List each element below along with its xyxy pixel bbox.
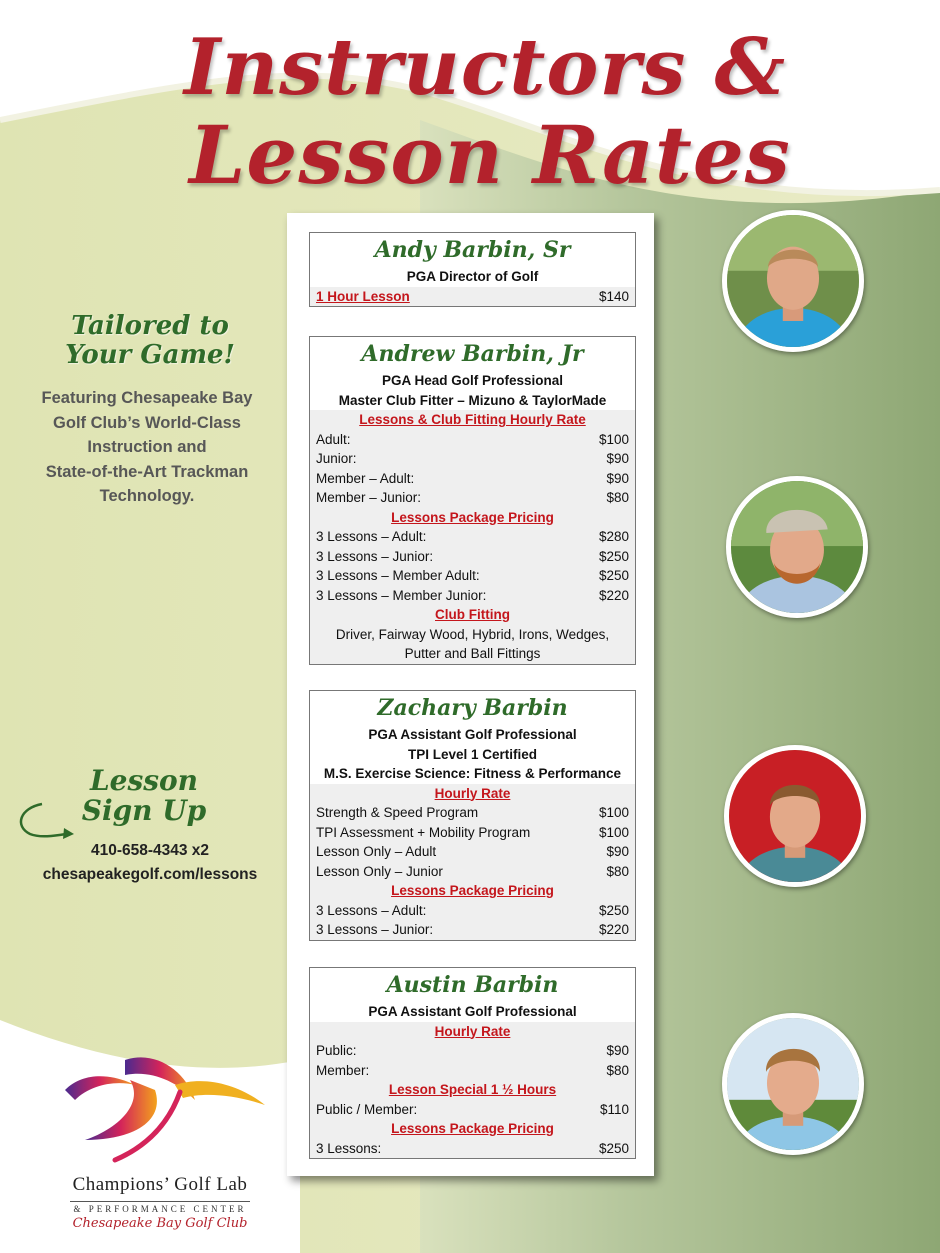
tagline-line-2: Your Game! bbox=[65, 340, 235, 370]
rate-row bbox=[310, 1061, 635, 1081]
rate-row bbox=[310, 586, 635, 606]
section-heading: Lesson Special 1 ½ Hours bbox=[310, 1080, 635, 1100]
rate-label: 3 Lessons – Junior: bbox=[316, 922, 434, 937]
rate-row bbox=[310, 823, 635, 843]
tagline bbox=[30, 312, 270, 370]
person-photo-icon bbox=[729, 750, 861, 882]
rate-row bbox=[310, 1100, 635, 1120]
signup-line-1: Lesson bbox=[89, 764, 199, 797]
rate-price: $90 bbox=[606, 470, 629, 486]
instructor-name: Zachary Barbin bbox=[377, 695, 568, 721]
portrait-andrew-barbin-jr bbox=[726, 476, 868, 618]
rate-label: Member – Junior: bbox=[316, 490, 422, 505]
section-heading: Lessons Package Pricing bbox=[310, 1119, 635, 1139]
instructor-name: Andrew Barbin, Jr bbox=[361, 341, 584, 367]
rate-price: $100 bbox=[598, 805, 629, 820]
rate-row bbox=[310, 488, 635, 508]
instructor-title: TPI Level 1 Certified bbox=[407, 746, 538, 762]
tagline-line-1: Tailored to bbox=[71, 311, 229, 341]
intro-line: State-of-the-Art Trackman bbox=[45, 462, 249, 481]
instructor-name: Austin Barbin bbox=[386, 972, 559, 998]
rate-price: $140 bbox=[598, 288, 629, 304]
rate-row bbox=[310, 547, 635, 567]
rate-price: $250 bbox=[598, 902, 629, 918]
rate-row bbox=[310, 287, 635, 307]
rate-row bbox=[310, 862, 635, 882]
rate-row bbox=[310, 449, 635, 469]
page-title-line-1: Instructors & bbox=[183, 22, 787, 113]
rate-row bbox=[310, 901, 635, 921]
instructor-title: M.S. Exercise Science: Fitness & Performance bbox=[323, 766, 622, 781]
rate-price: $90 bbox=[606, 451, 629, 466]
logo-club-name: Chesapeake Bay Golf Club bbox=[72, 1216, 248, 1231]
section-heading: Club Fitting bbox=[310, 605, 635, 625]
lesson-signup-heading bbox=[64, 766, 224, 826]
curved-arrow-icon bbox=[14, 800, 84, 844]
rate-label: TPI Assessment + Mobility Program bbox=[316, 824, 531, 840]
portrait-austin-barbin bbox=[722, 1013, 864, 1155]
person-photo-icon bbox=[727, 1018, 859, 1150]
rate-price: $250 bbox=[598, 548, 629, 564]
rate-label: Member: bbox=[316, 1062, 370, 1078]
rate-price: $250 bbox=[598, 568, 629, 583]
rate-label: 3 Lessons: bbox=[316, 1140, 382, 1156]
section-heading: Lessons Package Pricing bbox=[310, 881, 635, 901]
rate-label: Strength & Speed Program bbox=[316, 805, 479, 820]
signup-line-2: Sign Up bbox=[81, 794, 207, 827]
rate-price: $280 bbox=[598, 529, 629, 544]
lesson-link[interactable]: 1 Hour Lesson bbox=[316, 288, 410, 304]
logo-name: Champions’ Golf Lab bbox=[72, 1174, 248, 1195]
rate-price: $220 bbox=[598, 922, 629, 937]
rate-price: $110 bbox=[599, 1101, 629, 1117]
section-heading: Lessons Package Pricing bbox=[310, 508, 635, 528]
intro-text bbox=[22, 386, 272, 509]
rate-label: 3 Lessons – Adult: bbox=[316, 529, 427, 544]
rate-label: Public / Member: bbox=[316, 1101, 418, 1117]
instructor-title: PGA Head Golf Professional bbox=[381, 373, 564, 388]
rate-row bbox=[310, 803, 635, 823]
person-photo-icon bbox=[727, 215, 859, 347]
rate-row bbox=[310, 1041, 635, 1061]
instructor-card-austin bbox=[309, 967, 636, 1159]
rate-price: $220 bbox=[598, 587, 629, 603]
rate-row bbox=[310, 1139, 635, 1159]
rate-label: Lesson Only – Adult bbox=[316, 844, 437, 859]
intro-line: Instruction and bbox=[87, 438, 207, 456]
instructor-card-andy bbox=[309, 232, 636, 307]
rate-price: $80 bbox=[606, 863, 629, 879]
portrait-zachary-barbin bbox=[724, 745, 866, 887]
portrait-andy-barbin-sr bbox=[722, 210, 864, 352]
signup-website-link[interactable]: chesapeakegolf.com/lessons bbox=[42, 866, 258, 883]
rate-price: $80 bbox=[606, 490, 629, 505]
rate-price: $90 bbox=[606, 1043, 629, 1058]
page-title-line-2: Lesson Rates bbox=[189, 108, 791, 202]
rate-row bbox=[310, 527, 635, 547]
rate-label: 3 Lessons – Junior: bbox=[316, 548, 434, 564]
rate-price: $80 bbox=[606, 1062, 629, 1078]
instructor-card-zachary bbox=[309, 690, 636, 941]
fitting-text: Putter and Ball Fittings bbox=[310, 644, 635, 664]
rate-price: $250 bbox=[598, 1140, 629, 1156]
person-photo-icon bbox=[731, 481, 863, 613]
instructor-title: PGA Director of Golf bbox=[406, 269, 539, 284]
rate-price: $100 bbox=[598, 431, 629, 447]
logo-divider bbox=[70, 1201, 250, 1202]
rate-row bbox=[310, 430, 635, 450]
intro-line: Featuring Chesapeake Bay bbox=[41, 389, 253, 407]
rate-label: Adult: bbox=[316, 431, 351, 447]
rate-label: 3 Lessons – Adult: bbox=[316, 902, 427, 918]
logo-subtitle: & PERFORMANCE CENTER bbox=[73, 1204, 247, 1214]
fitting-text: Driver, Fairway Wood, Hybrid, Irons, Wedges, bbox=[310, 625, 635, 645]
rate-row bbox=[310, 920, 635, 940]
rate-label: Public: bbox=[316, 1043, 357, 1058]
rate-row bbox=[310, 469, 635, 489]
rate-label: 3 Lessons – Member Adult: bbox=[316, 568, 480, 583]
instructor-title: PGA Assistant Golf Professional bbox=[368, 1004, 577, 1019]
rate-row bbox=[310, 566, 635, 586]
section-heading: Lessons & Club Fitting Hourly Rate bbox=[310, 410, 635, 430]
instructor-title: Master Club Fitter – Mizuno & TaylorMade bbox=[338, 392, 607, 408]
signup-phone[interactable]: 410-658-4343 x2 bbox=[90, 842, 210, 859]
intro-line: Golf Club’s World-Class bbox=[53, 413, 241, 432]
section-heading: Hourly Rate bbox=[310, 1022, 635, 1042]
rate-label: Lesson Only – Junior bbox=[316, 863, 443, 879]
instructor-name: Andy Barbin, Sr bbox=[374, 237, 571, 263]
rate-label: Junior: bbox=[316, 451, 357, 466]
champions-golf-lab-logo-icon bbox=[55, 1050, 270, 1170]
instructor-title: PGA Assistant Golf Professional bbox=[368, 727, 577, 742]
intro-line: Technology. bbox=[99, 487, 195, 505]
section-heading: Hourly Rate bbox=[310, 784, 635, 804]
rate-label: 3 Lessons – Member Junior: bbox=[316, 587, 487, 603]
rate-price: $90 bbox=[606, 844, 629, 859]
rate-price: $100 bbox=[598, 824, 629, 840]
rate-row bbox=[310, 842, 635, 862]
instructor-card-andrew bbox=[309, 336, 636, 665]
rate-label: Member – Adult: bbox=[316, 470, 415, 486]
